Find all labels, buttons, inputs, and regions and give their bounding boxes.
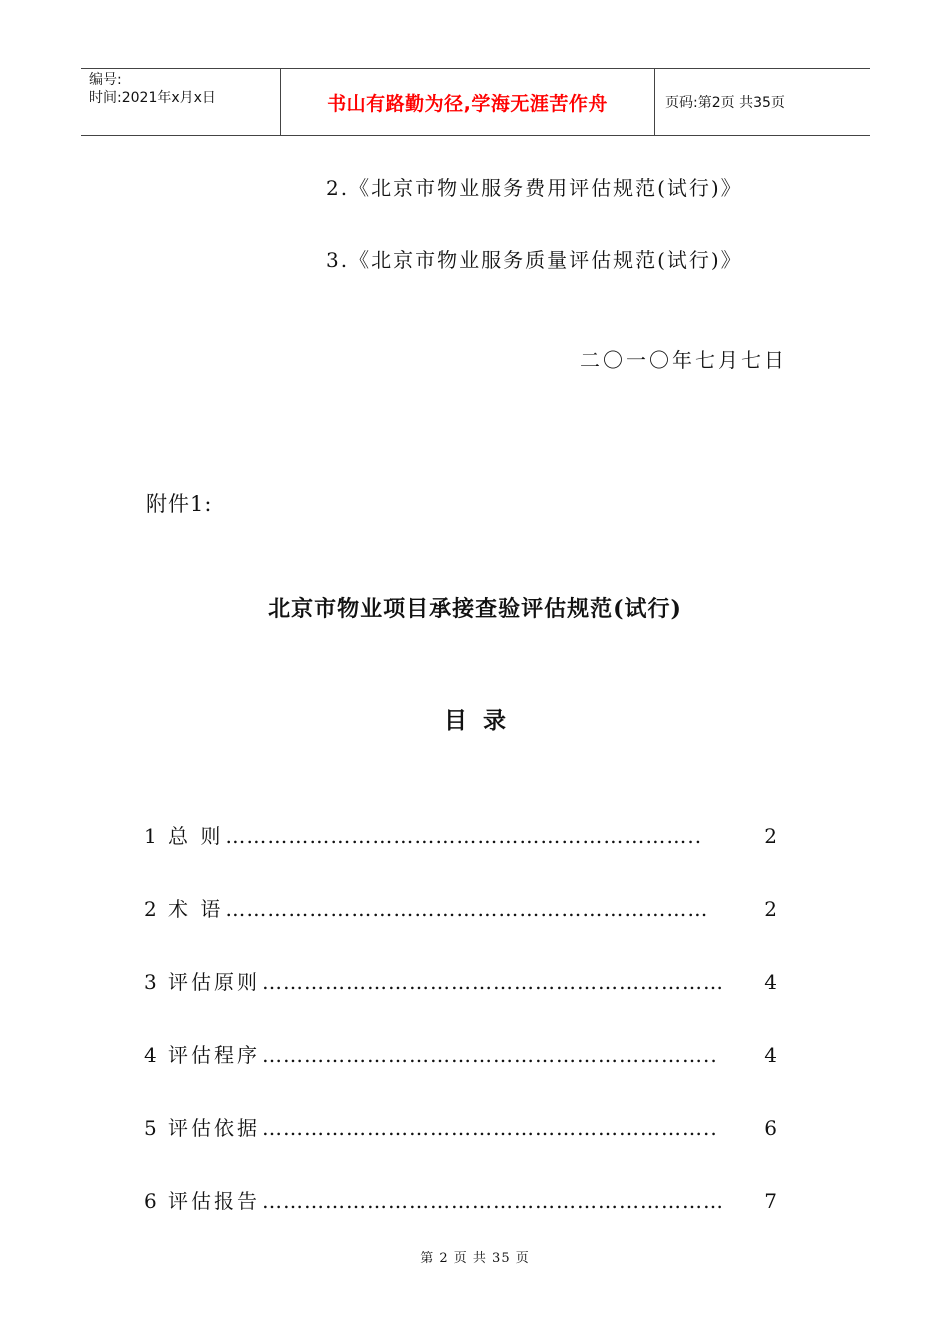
toc-item-title: 评估依据 [168, 1116, 260, 1140]
document-title: 北京市物业项目承接查验评估规范(试行) [268, 596, 682, 622]
toc-item-leader: ……………………………………………………….. [262, 1116, 718, 1140]
reference-item: 3.《北京市物业服务质量评估规范(试行)》 [326, 248, 743, 272]
toc-item-number: 1 [144, 824, 157, 848]
toc-item-page: 7 [764, 1189, 777, 1213]
toc-item-page: 2 [764, 824, 777, 848]
toc-item-title: 术 语 [168, 897, 224, 921]
toc-item[interactable] [144, 1112, 777, 1185]
toc-item-number: 6 [144, 1189, 157, 1213]
toc-item-leader: ……………………………………………………….. [262, 1043, 718, 1067]
header-meta [81, 69, 281, 135]
toc-item-title: 评估报告 [168, 1189, 260, 1213]
toc-item-leader: ………………………………………………………….. [225, 824, 703, 848]
toc-item-page: 6 [764, 1116, 777, 1140]
toc-item-title: 评估原则 [168, 970, 260, 994]
toc-item-page: 4 [764, 970, 777, 994]
attachment-label: 附件1: [146, 492, 213, 516]
header-time-label: 时间:2021年x月x日 [89, 90, 216, 106]
toc-item-number: 5 [144, 1116, 157, 1140]
toc-heading: 目录 [444, 707, 522, 734]
table-of-contents [144, 820, 777, 1258]
page-header [81, 68, 870, 136]
document-date: 二〇一〇年七月七日 [580, 348, 787, 372]
toc-item-title: 评估程序 [168, 1043, 260, 1067]
toc-item[interactable] [144, 966, 777, 1039]
toc-item[interactable] [144, 820, 777, 893]
toc-item-page: 2 [764, 897, 777, 921]
toc-item-leader: …………………………………………………………… [225, 897, 709, 921]
toc-item[interactable] [144, 1039, 777, 1112]
toc-item-title: 总 则 [168, 824, 224, 848]
toc-item[interactable] [144, 893, 777, 966]
toc-item-leader: ………………………………………………………… [262, 1189, 724, 1213]
header-motto: 书山有路勤为径,学海无涯苦作舟 [281, 69, 655, 135]
header-number-label: 编号: [89, 72, 122, 88]
toc-item-page: 4 [764, 1043, 777, 1067]
reference-item: 2.《北京市物业服务费用评估规范(试行)》 [326, 176, 743, 200]
header-page-info: 页码:第2页 共35页 [665, 95, 785, 111]
page-footer: 第 2 页 共 35 页 [420, 1251, 530, 1266]
toc-item-number: 2 [144, 897, 157, 921]
toc-item-number: 4 [144, 1043, 157, 1067]
toc-item-leader: ………………………………………………………… [262, 970, 724, 994]
toc-item-number: 3 [144, 970, 157, 994]
